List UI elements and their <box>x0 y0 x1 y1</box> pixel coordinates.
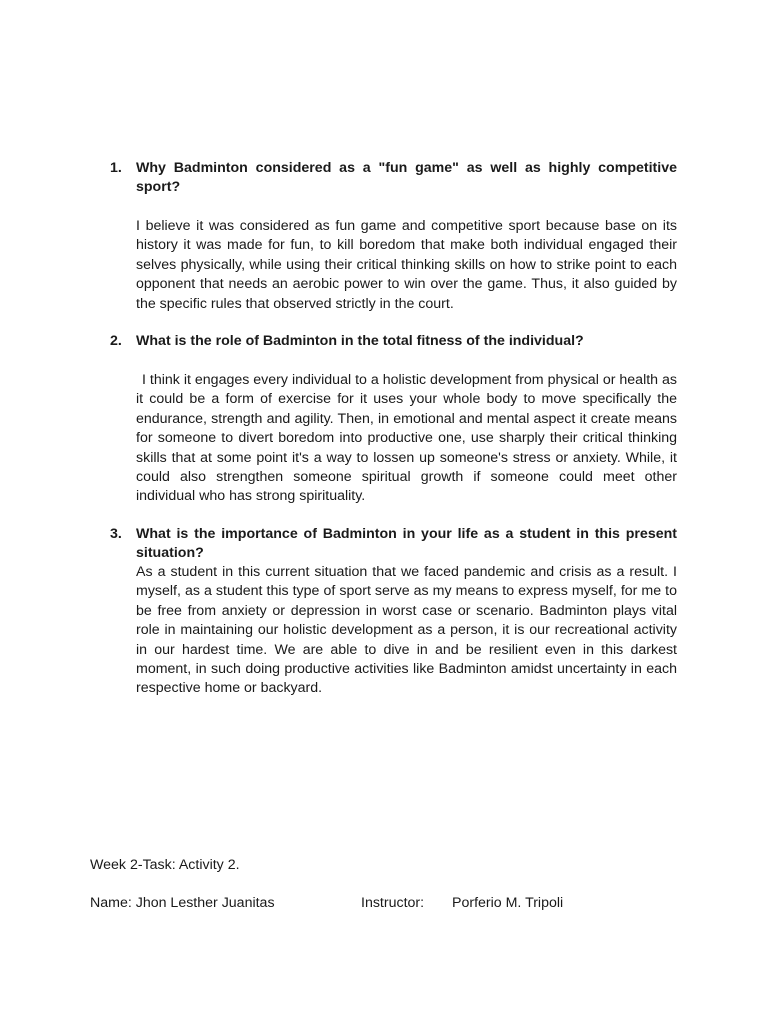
question-3 <box>110 525 677 699</box>
question-2 <box>110 332 677 507</box>
question-3-text: What is the importance of Badminton in your life as a student in this present situation? <box>136 526 677 561</box>
answer-1: I believe it was considered as fun game and competitive sport because base on its history it was made for fun, to kill boredom that make both individual engaged their selves physically, while using their critical thinking skills on how to strike point to each opponent that needs an aerobic power to win over the game. Thus, it also guided by the specific rules that observed strictly in the court. <box>136 218 677 312</box>
question-1 <box>110 159 677 314</box>
question-1-number: 1. <box>110 160 122 176</box>
instructor-name: Porferio M. Tripoli <box>452 895 564 911</box>
answer-2: I think it engages every individual to a holistic development from physical or health as it could be a form of exercise for it uses your whole body to move specifically the endurance, strength and agility. Then, in emotional and mental aspect it create means for someone to divert boredom into productive one, use sharply their critical thinking skills that at some point it's a way to lossen up someone's stress or anxiety. While, it could also strengthen someone spiritual growth if someone could meet other individual who has strong spirituality. <box>136 372 677 505</box>
instructor-label: Instructor: <box>361 895 425 911</box>
student-name: Name: Jhon Lesther Juanitas <box>90 895 275 911</box>
question-3-number: 3. <box>110 526 122 542</box>
week-task-line: Week 2-Task: Activity 2. <box>90 857 240 873</box>
question-1-title <box>110 159 677 197</box>
question-3-title <box>110 525 677 563</box>
question-1-text: Why Badminton considered as a "fun game" as well as highly competitive sport? <box>136 160 677 195</box>
question-2-text: What is the role of Badminton in the total fitness of the individual? <box>136 333 584 349</box>
answer-3: As a student in this current situation that we faced pandemic and crisis as a result. I myself, as a student this type of sport serve as my means to express myself, for me to be free from anxiety or depression in worst case or scenario. Badminton plays vital role in maintaining our holistic development as a person, it is our recreational activity in our hardest time. We are able to dive in and be resilient even in this darkest moment, in such doing productive activities like Badminton amidst uncertainty in each respective home or backyard. <box>136 564 677 697</box>
question-2-title <box>110 332 677 351</box>
question-2-number: 2. <box>110 333 122 349</box>
